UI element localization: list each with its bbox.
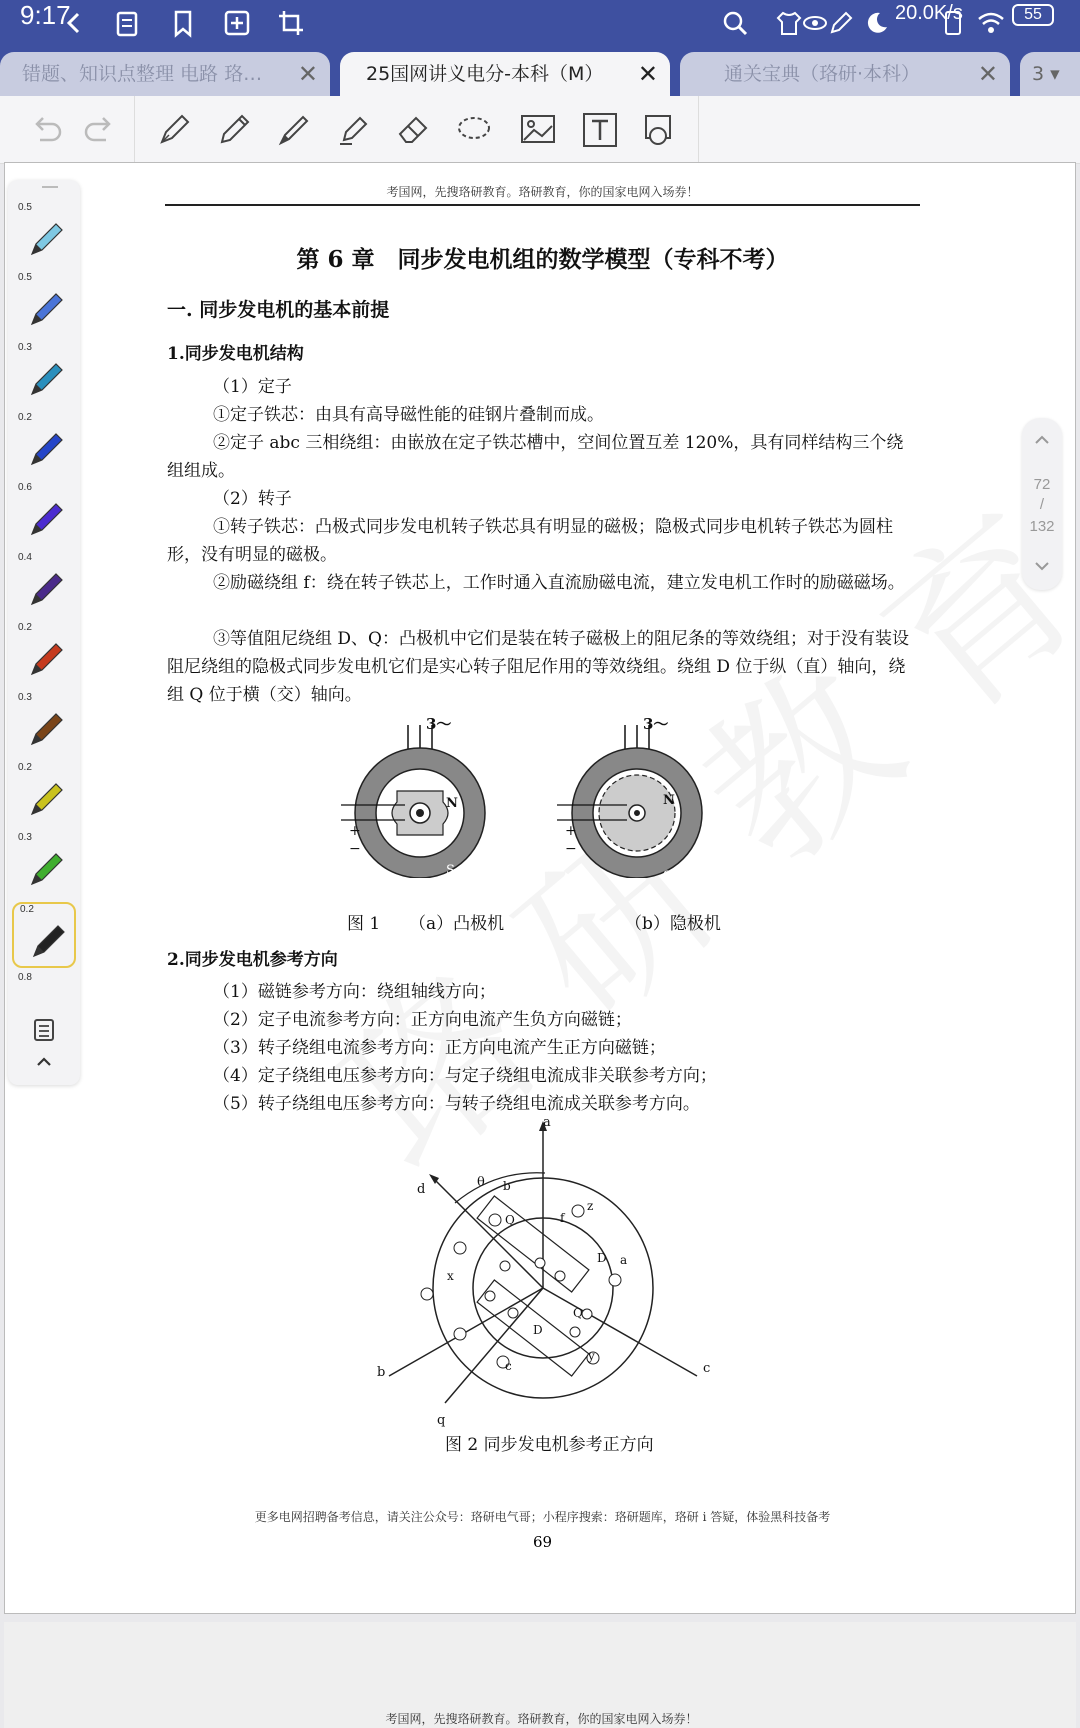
minus-label: − bbox=[349, 841, 361, 857]
page-header: 考国网，先搜珞研教育。珞研教育，你的国家电网入场券！ bbox=[385, 1712, 698, 1726]
pen-preset[interactable] bbox=[12, 902, 76, 968]
moon-icon bbox=[862, 8, 892, 38]
fountain-pen-icon[interactable] bbox=[152, 108, 196, 152]
three-phase-label: 3～ bbox=[426, 715, 452, 733]
paragraph: ②励磁绕组 f：绕在转子铁芯上，工作时通入直流励磁电流，建立发电机工作时的励磁磁场。 bbox=[213, 573, 905, 593]
pen-preset[interactable] bbox=[12, 692, 76, 758]
pen-icon bbox=[26, 918, 70, 962]
pen-icon bbox=[24, 636, 68, 680]
cylindrical-rotor-machine bbox=[557, 725, 702, 878]
close-icon[interactable]: ✕ bbox=[297, 60, 318, 88]
chevron-down-icon[interactable] bbox=[1032, 556, 1052, 576]
figure-1-generators bbox=[335, 708, 745, 878]
minus-label: − bbox=[565, 841, 577, 857]
axis-label: c bbox=[703, 1361, 711, 1376]
pen-preset[interactable] bbox=[12, 972, 76, 992]
plus-label: + bbox=[349, 823, 361, 839]
pen-preset[interactable] bbox=[12, 342, 76, 408]
section-heading: 一. 同步发电机的基本前提 bbox=[167, 299, 390, 321]
pen-size-label: 0.2 bbox=[20, 904, 34, 915]
pen-icon bbox=[24, 706, 68, 750]
figure-2-caption: 图 2 同步发电机参考正方向 bbox=[445, 1435, 654, 1455]
close-icon[interactable]: ✕ bbox=[637, 60, 658, 88]
winding-label: Q bbox=[505, 1213, 515, 1227]
current-page: 72 bbox=[1033, 476, 1051, 493]
pen-icon bbox=[24, 776, 68, 820]
pen-icon bbox=[24, 846, 68, 890]
highlighter-icon[interactable] bbox=[332, 108, 376, 152]
winding-label: Q bbox=[573, 1306, 583, 1320]
status-time: 9:17 bbox=[20, 0, 71, 30]
text-box-icon[interactable] bbox=[578, 108, 622, 152]
annotation-toolbar bbox=[0, 96, 1080, 164]
lasso-icon[interactable] bbox=[452, 108, 496, 152]
page-separator: / bbox=[1039, 496, 1045, 513]
toolbar-divider bbox=[698, 96, 699, 164]
paragraph: （1）定子 bbox=[213, 377, 292, 397]
collapse-icon[interactable] bbox=[30, 1048, 58, 1076]
pen-preset[interactable] bbox=[12, 552, 76, 618]
list-item: （1）磁链参考方向：绕组轴线方向； bbox=[213, 982, 496, 1002]
pen-list-icon[interactable] bbox=[30, 1016, 58, 1044]
winding-label: D bbox=[597, 1251, 607, 1265]
back-icon[interactable] bbox=[60, 8, 90, 38]
pen-size-label: 0.8 bbox=[18, 972, 32, 983]
image-icon[interactable] bbox=[516, 108, 560, 152]
paragraph: ②定子 abc 三相绕组：由嵌放在定子铁芯槽中，空间位置互差 120%，具有同样结构三个绕组组成。 bbox=[167, 433, 904, 481]
pole-n-label: N bbox=[446, 796, 458, 811]
list-item: （3）转子绕组电流参考方向：正方向电流产生正方向磁链； bbox=[213, 1038, 666, 1058]
search-icon[interactable] bbox=[720, 8, 750, 38]
redo-icon[interactable] bbox=[78, 108, 122, 152]
paragraph: ③等值阻尼绕组 D、Q：凸极机中它们是装在转子磁极上的阻尼条的等效绕组；对于没有装设阻尼绕组的隐极式同步发电机它们是实心转子阻尼作用的等效绕组。绕组 D 位于纵（直）轴向，绕组 Q 位于横（交）轴向。 bbox=[167, 629, 909, 705]
winding-label: x bbox=[447, 1269, 454, 1283]
pen-palette bbox=[8, 180, 80, 1085]
tab-count-dropdown[interactable]: 3 ▾ bbox=[1020, 52, 1080, 96]
net-speed: 20.0K/s bbox=[895, 2, 963, 24]
total-pages: 132 bbox=[1029, 518, 1055, 535]
plus-label: + bbox=[565, 823, 577, 839]
chevron-up-icon[interactable] bbox=[1032, 430, 1052, 450]
pen-icon bbox=[24, 216, 68, 260]
pen-preset[interactable] bbox=[12, 412, 76, 478]
page-number: 69 bbox=[532, 1533, 553, 1551]
toolbar-divider bbox=[134, 96, 135, 164]
pen-size-label: 0.2 bbox=[18, 622, 32, 633]
header-rule bbox=[165, 204, 920, 206]
pen-icon bbox=[24, 426, 68, 470]
crop-icon[interactable] bbox=[276, 8, 306, 38]
chapter-title: 第 6 章 同步发电机组的数学模型（专科不考） bbox=[296, 246, 789, 273]
page-navigator bbox=[1022, 418, 1062, 590]
eraser-icon[interactable] bbox=[392, 108, 436, 152]
tab-error-notes[interactable] bbox=[0, 52, 330, 96]
undo-icon[interactable] bbox=[24, 108, 68, 152]
winding-label: y bbox=[588, 1349, 595, 1363]
tab-pass-guide[interactable] bbox=[680, 52, 1010, 96]
axis-label: d bbox=[417, 1182, 426, 1197]
pen-size-label: 0.3 bbox=[18, 832, 32, 843]
axis-label: a bbox=[543, 1115, 551, 1130]
tab-bar bbox=[0, 52, 1080, 96]
salient-pole-machine bbox=[341, 725, 485, 878]
drag-handle[interactable] bbox=[42, 186, 58, 188]
bookmark-icon[interactable] bbox=[168, 8, 198, 38]
list-item: （2）定子电流参考方向：正方向电流产生负方向磁链； bbox=[213, 1010, 632, 1030]
figure-1-label: 图 1 bbox=[347, 914, 381, 934]
shape-tool-icon[interactable] bbox=[638, 108, 682, 152]
pole-s-label: S bbox=[663, 869, 672, 884]
pen-size-label: 0.4 bbox=[18, 552, 32, 563]
pen-edit-icon[interactable] bbox=[826, 8, 856, 38]
pen-icon bbox=[24, 286, 68, 330]
pen-icon bbox=[24, 356, 68, 400]
pdf-page bbox=[4, 162, 1076, 1614]
paragraph: （2）转子 bbox=[213, 489, 292, 509]
subsection-heading: 1.同步发电机结构 bbox=[167, 344, 304, 364]
figure-1b-caption: （b）隐极机 bbox=[625, 914, 721, 934]
subsection-heading: 2.同步发电机参考方向 bbox=[167, 950, 338, 970]
page-footer: 更多电网招聘备考信息，请关注公众号：珞研电气哥；小程序搜索：珞研题库，珞研 i 答疑，体验黑科技备考 bbox=[254, 1510, 831, 1524]
pen-preset[interactable] bbox=[12, 202, 76, 268]
axis-label: q bbox=[437, 1413, 446, 1428]
winding-label: f bbox=[560, 1211, 565, 1225]
pen-size-label: 0.2 bbox=[18, 762, 32, 773]
winding-label: D bbox=[533, 1323, 543, 1337]
paragraph: ①定子铁芯：由具有高导磁性能的硅钢片叠制而成。 bbox=[213, 405, 604, 425]
axis-label: b bbox=[377, 1365, 386, 1380]
winding-label: a bbox=[620, 1253, 628, 1267]
tab-label: 通关宝典（珞研·本科） bbox=[724, 63, 921, 85]
pen-size-label: 0.6 bbox=[18, 482, 32, 493]
notes-icon[interactable] bbox=[112, 8, 142, 38]
status-bar bbox=[0, 0, 1080, 52]
pen-preset[interactable] bbox=[12, 622, 76, 688]
battery-indicator: 55 bbox=[1012, 4, 1054, 26]
paragraph: ①转子铁芯：凸极式同步发电机转子铁芯具有明显的磁极；隐极式同步电机转子铁芯为圆柱形，没有明显的磁极。 bbox=[167, 517, 893, 565]
close-icon[interactable]: ✕ bbox=[977, 60, 998, 88]
pole-n-label: N bbox=[663, 793, 675, 808]
tab-label: 25国网讲义电分-本科（M） bbox=[366, 63, 604, 85]
pen-size-label: 0.5 bbox=[18, 202, 32, 213]
phone-icon bbox=[938, 8, 968, 38]
pen-icon bbox=[24, 566, 68, 610]
page-header: 考国网，先搜珞研教育。珞研教育，你的国家电网入场券！ bbox=[386, 185, 699, 199]
wifi-icon bbox=[976, 8, 1006, 38]
pen-preset[interactable] bbox=[12, 762, 76, 828]
pen-size-label: 0.3 bbox=[18, 692, 32, 703]
winding-label: b bbox=[503, 1179, 511, 1193]
list-item: （5）转子绕组电压参考方向：与转子绕组电流成关联参考方向。 bbox=[213, 1094, 700, 1114]
three-phase-label: 3～ bbox=[643, 715, 669, 733]
pencil-icon[interactable] bbox=[212, 108, 256, 152]
winding-label: z bbox=[587, 1199, 594, 1213]
pen-size-label: 0.2 bbox=[18, 412, 32, 423]
winding-label: c bbox=[505, 1359, 512, 1373]
pen-size-label: 0.3 bbox=[18, 342, 32, 353]
tab-label: 错题、知识点整理 电路 珞… bbox=[22, 63, 263, 85]
next-pdf-page bbox=[4, 1622, 1076, 1728]
add-page-icon[interactable] bbox=[222, 8, 252, 38]
figure-2-reference-directions bbox=[365, 1118, 725, 1418]
tab-lecture-notes[interactable] bbox=[340, 52, 670, 96]
pen-size-label: 0.5 bbox=[18, 272, 32, 283]
pole-s-label: S bbox=[446, 863, 455, 878]
angle-label: θ bbox=[477, 1175, 485, 1190]
brush-pen-icon[interactable] bbox=[272, 108, 316, 152]
list-item: （4）定子绕组电压参考方向：与定子绕组电流成非关联参考方向； bbox=[213, 1066, 717, 1086]
pen-preset[interactable] bbox=[12, 482, 76, 548]
pen-preset[interactable] bbox=[12, 272, 76, 338]
pen-preset[interactable] bbox=[12, 832, 76, 898]
pen-icon bbox=[24, 496, 68, 540]
figure-1a-caption: （a）凸极机 bbox=[409, 914, 505, 934]
